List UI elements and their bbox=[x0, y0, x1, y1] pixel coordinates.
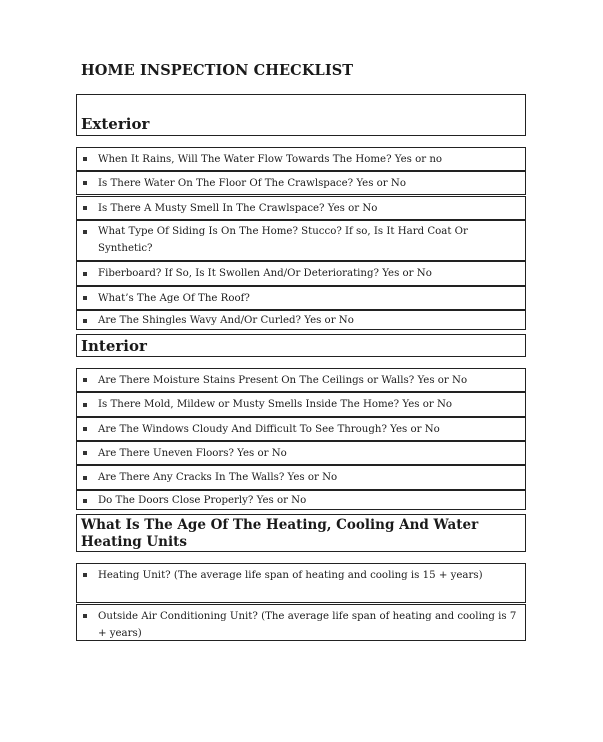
bullet-icon bbox=[83, 272, 87, 276]
bullet-icon bbox=[83, 296, 87, 300]
checklist-item-text: When It Rains, Will The Water Flow Towards The Home? Yes or no bbox=[98, 154, 443, 165]
checklist-item-text: Is There Mold, Mildew or Musty Smells Inside The Home? Yes or No bbox=[98, 399, 453, 410]
checklist-item-text: Heating Unit? (The average life span of heating and cooling is 15 + years) bbox=[98, 570, 483, 581]
bullet-icon bbox=[83, 573, 87, 577]
section-heading-text: What Is The Age Of The Heating, Cooling And Water Heating Units bbox=[81, 517, 479, 550]
checklist-row bbox=[76, 392, 526, 417]
checklist-item-text: What Type Of Siding Is On The Home? Stucco? If so, Is It Hard Coat Or Synthetic? bbox=[98, 226, 468, 254]
checklist-item-text: Are There Uneven Floors? Yes or No bbox=[98, 448, 287, 459]
bullet-icon bbox=[83, 614, 87, 618]
document-title: HOME INSPECTION CHECKLIST bbox=[81, 62, 354, 79]
checklist-item-text: Are The Windows Cloudy And Difficult To See Through? Yes or No bbox=[98, 424, 440, 435]
checklist-row bbox=[76, 465, 526, 490]
bullet-icon bbox=[83, 499, 87, 503]
checklist-item-text: Do The Doors Close Properly? Yes or No bbox=[98, 495, 307, 506]
section-heading-exterior bbox=[76, 94, 526, 136]
checklist-item-text: Outside Air Conditioning Unit? (The average life span of heating and cooling is 7 + years) bbox=[98, 611, 517, 639]
checklist-row bbox=[76, 220, 526, 261]
bullet-icon bbox=[83, 319, 87, 323]
checklist-row bbox=[76, 417, 526, 441]
section-heading-text: Exterior bbox=[81, 115, 150, 133]
checklist-item-text: Are There Any Cracks In The Walls? Yes or No bbox=[98, 472, 338, 483]
checklist-row bbox=[76, 441, 526, 465]
bullet-icon bbox=[83, 476, 87, 480]
bullet-icon bbox=[83, 230, 87, 234]
bullet-icon bbox=[83, 378, 87, 382]
bullet-icon bbox=[83, 206, 87, 210]
section-heading-text: Interior bbox=[81, 337, 147, 355]
checklist-item-text: What’s The Age Of The Roof? bbox=[98, 293, 250, 304]
checklist-row bbox=[76, 171, 526, 195]
checklist-item-text: Is There Water On The Floor Of The Crawlspace? Yes or No bbox=[98, 178, 406, 189]
checklist-item-text: Are The Shingles Wavy And/Or Curled? Yes or No bbox=[98, 315, 354, 326]
checklist-item-text: Are There Moisture Stains Present On The Ceilings or Walls? Yes or No bbox=[98, 375, 468, 386]
section-heading-units bbox=[76, 514, 526, 552]
checklist-item-text: Fiberboard? If So, Is It Swollen And/Or Deteriorating? Yes or No bbox=[98, 268, 432, 279]
checklist-row bbox=[76, 310, 526, 330]
bullet-icon bbox=[83, 451, 87, 455]
checklist-row bbox=[76, 286, 526, 310]
bullet-icon bbox=[83, 427, 87, 431]
checklist-row bbox=[76, 261, 526, 286]
bullet-icon bbox=[83, 157, 87, 161]
checklist-row bbox=[76, 490, 526, 510]
checklist-row bbox=[76, 196, 526, 220]
checklist-row bbox=[76, 563, 526, 603]
checklist-item-text: Is There A Musty Smell In The Crawlspace? Yes or No bbox=[98, 203, 378, 214]
bullet-icon bbox=[83, 403, 87, 407]
checklist-row bbox=[76, 368, 526, 392]
section-heading-interior bbox=[76, 334, 526, 357]
bullet-icon bbox=[83, 181, 87, 185]
checklist-row bbox=[76, 604, 526, 641]
checklist-row bbox=[76, 147, 526, 171]
